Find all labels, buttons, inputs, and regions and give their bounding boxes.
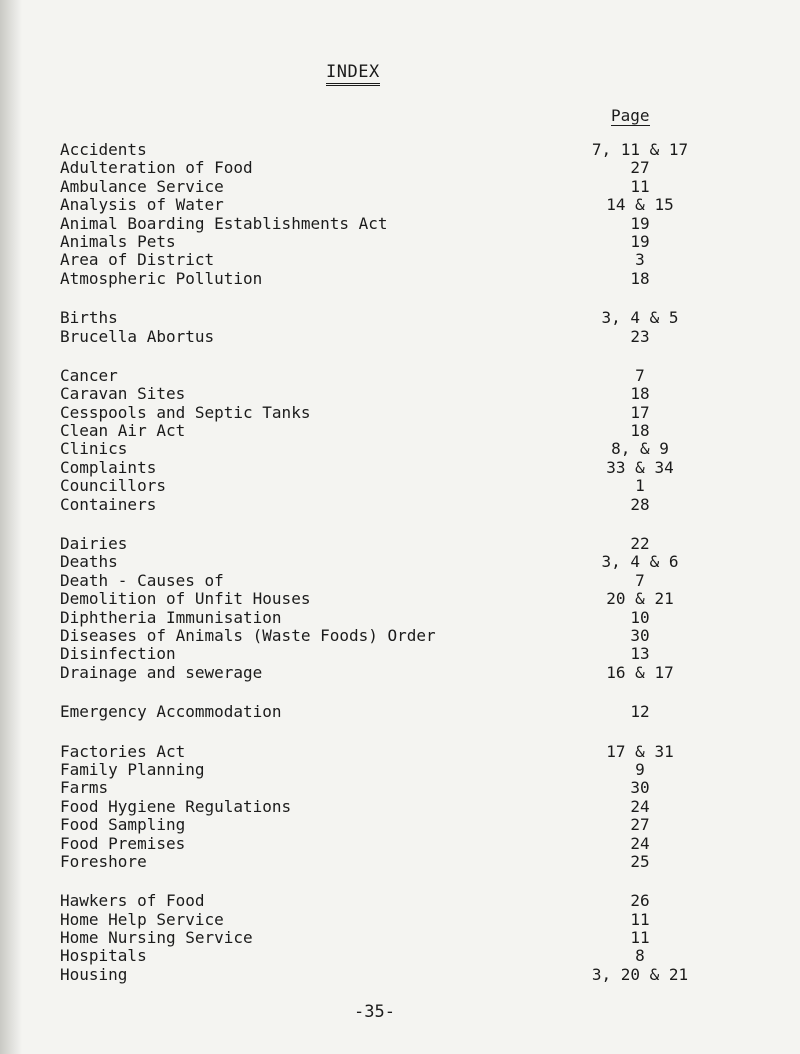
entry-page: 25 <box>630 851 650 871</box>
entry-page: 24 <box>630 833 650 853</box>
entry-name: Food Premises <box>60 833 186 853</box>
index-entry <box>60 440 700 458</box>
entry-name: Family Planning <box>60 759 205 779</box>
entry-name: Housing <box>60 964 128 984</box>
entry-name: Food Sampling <box>60 815 186 835</box>
index-entry <box>60 178 700 196</box>
entry-page: 27 <box>630 815 650 835</box>
entry-page: 24 <box>630 796 650 816</box>
index-entry <box>60 477 700 495</box>
entry-page: 18 <box>630 421 650 441</box>
index-entry <box>60 816 700 834</box>
entry-page: 8, & 9 <box>611 439 669 459</box>
entry-page: 10 <box>630 607 650 627</box>
entry-name: Complaints <box>60 457 157 477</box>
entry-name: Councillors <box>60 476 166 496</box>
index-entry <box>60 911 700 929</box>
entry-page: 11 <box>630 176 650 196</box>
entry-page: 26 <box>630 891 650 911</box>
entry-name: Analysis of Water <box>60 195 224 215</box>
index-entry <box>60 328 700 346</box>
index-entry <box>60 892 700 910</box>
entry-page: 17 & 31 <box>606 741 674 761</box>
index-entry <box>60 215 700 233</box>
entry-name: Emergency Accommodation <box>60 702 282 722</box>
entry-page: 9 <box>635 759 645 779</box>
entry-page: 11 <box>630 928 650 948</box>
entry-name: Clinics <box>60 439 128 459</box>
index-entry <box>60 853 700 871</box>
entry-page: 14 & 15 <box>606 195 674 215</box>
entry-page: 30 <box>630 625 650 645</box>
index-entry <box>60 703 700 721</box>
entry-page: 16 & 17 <box>606 662 674 682</box>
index-entry <box>60 404 700 422</box>
index-entry <box>60 609 700 627</box>
entry-name: Factories Act <box>60 741 186 761</box>
entry-name: Diseases of Animals (Waste Foods) Order <box>60 625 436 645</box>
index-entry <box>60 233 700 251</box>
index-entry <box>60 422 700 440</box>
entry-name: Death - Causes of <box>60 570 224 590</box>
entry-name: Clean Air Act <box>60 421 186 441</box>
index-entry <box>60 309 700 327</box>
index-section <box>60 743 700 872</box>
index-entry <box>60 947 700 965</box>
index-section <box>60 141 700 288</box>
index-entry <box>60 779 700 797</box>
entry-page: 3, 4 & 5 <box>601 308 679 328</box>
entry-name: Deaths <box>60 552 118 572</box>
entry-name: Caravan Sites <box>60 384 186 404</box>
page-number: -35- <box>354 1002 395 1022</box>
entry-name: Diphtheria Immunisation <box>60 607 282 627</box>
index-section <box>60 892 700 984</box>
entry-name: Adulteration of Food <box>60 158 253 178</box>
entry-name: Drainage and sewerage <box>60 662 263 682</box>
index-entry <box>60 835 700 853</box>
index-entry <box>60 743 700 761</box>
entry-name: Disinfection <box>60 644 176 664</box>
entry-page: 11 <box>630 909 650 929</box>
page-binding-shadow <box>0 0 22 1054</box>
index-entry <box>60 367 700 385</box>
entry-name: Dairies <box>60 534 128 554</box>
entry-name: Ambulance Service <box>60 176 224 196</box>
index-entry <box>60 535 700 553</box>
entry-page: 19 <box>630 213 650 233</box>
entry-name: Demolition of Unfit Houses <box>60 589 311 609</box>
entry-name: Containers <box>60 494 157 514</box>
page-column-header: Page <box>611 106 650 125</box>
index-section <box>60 535 700 682</box>
entry-name: Accidents <box>60 140 147 159</box>
index-entry <box>60 929 700 947</box>
entry-page: 3 <box>635 250 645 270</box>
entry-name: Home Help Service <box>60 909 224 929</box>
entry-name: Animals Pets <box>60 231 176 251</box>
entry-page: 3, 4 & 6 <box>601 552 679 572</box>
index-entry <box>60 553 700 571</box>
entry-page: 28 <box>630 494 650 514</box>
index-entry <box>60 459 700 477</box>
index-entry <box>60 966 700 984</box>
entry-page: 20 & 21 <box>606 589 674 609</box>
index-section <box>60 703 700 721</box>
entry-page: 17 <box>630 402 650 422</box>
entry-page: 18 <box>630 268 650 288</box>
entry-name: Cancer <box>60 365 118 385</box>
index-list <box>60 141 700 1005</box>
entry-page: 19 <box>630 231 650 251</box>
entry-page: 23 <box>630 326 650 346</box>
index-entry <box>60 761 700 779</box>
entry-name: Animal Boarding Establishments Act <box>60 213 388 233</box>
entry-page: 12 <box>630 702 650 722</box>
entry-page: 27 <box>630 158 650 178</box>
entry-name: Cesspools and Septic Tanks <box>60 402 311 422</box>
index-entry <box>60 496 700 514</box>
entry-name: Hawkers of Food <box>60 891 205 911</box>
entry-name: Atmospheric Pollution <box>60 268 263 288</box>
entry-name: Hospitals <box>60 946 147 966</box>
index-entry <box>60 798 700 816</box>
index-entry <box>60 251 700 269</box>
entry-name: Farms <box>60 778 109 798</box>
index-title: INDEX <box>326 62 380 86</box>
index-section <box>60 309 700 346</box>
entry-page: 13 <box>630 644 650 664</box>
index-entry <box>60 196 700 214</box>
index-entry <box>60 572 700 590</box>
entry-name: Brucella Abortus <box>60 326 215 346</box>
entry-page: 7 <box>635 570 645 590</box>
index-entry <box>60 159 700 177</box>
entry-page: 8 <box>635 946 645 966</box>
index-entry <box>60 664 700 682</box>
entry-name: Area of District <box>60 250 215 270</box>
entry-name: Foreshore <box>60 851 147 871</box>
entry-page: 30 <box>630 778 650 798</box>
index-entry <box>60 627 700 645</box>
index-entry <box>60 141 700 159</box>
entry-page: 18 <box>630 384 650 404</box>
index-entry <box>60 590 700 608</box>
entry-page: 1 <box>635 476 645 496</box>
entry-name: Home Nursing Service <box>60 928 253 948</box>
index-entry <box>60 270 700 288</box>
entry-name: Births <box>60 308 118 328</box>
entry-page: 7, 11 & 17 <box>591 140 689 159</box>
entry-name: Food Hygiene Regulations <box>60 796 292 816</box>
entry-page: 7 <box>635 365 645 385</box>
entry-page: 3, 20 & 21 <box>591 964 689 984</box>
index-section <box>60 367 700 514</box>
index-entry <box>60 645 700 663</box>
index-entry <box>60 385 700 403</box>
entry-page: 22 <box>630 534 650 554</box>
entry-page: 33 & 34 <box>606 457 674 477</box>
